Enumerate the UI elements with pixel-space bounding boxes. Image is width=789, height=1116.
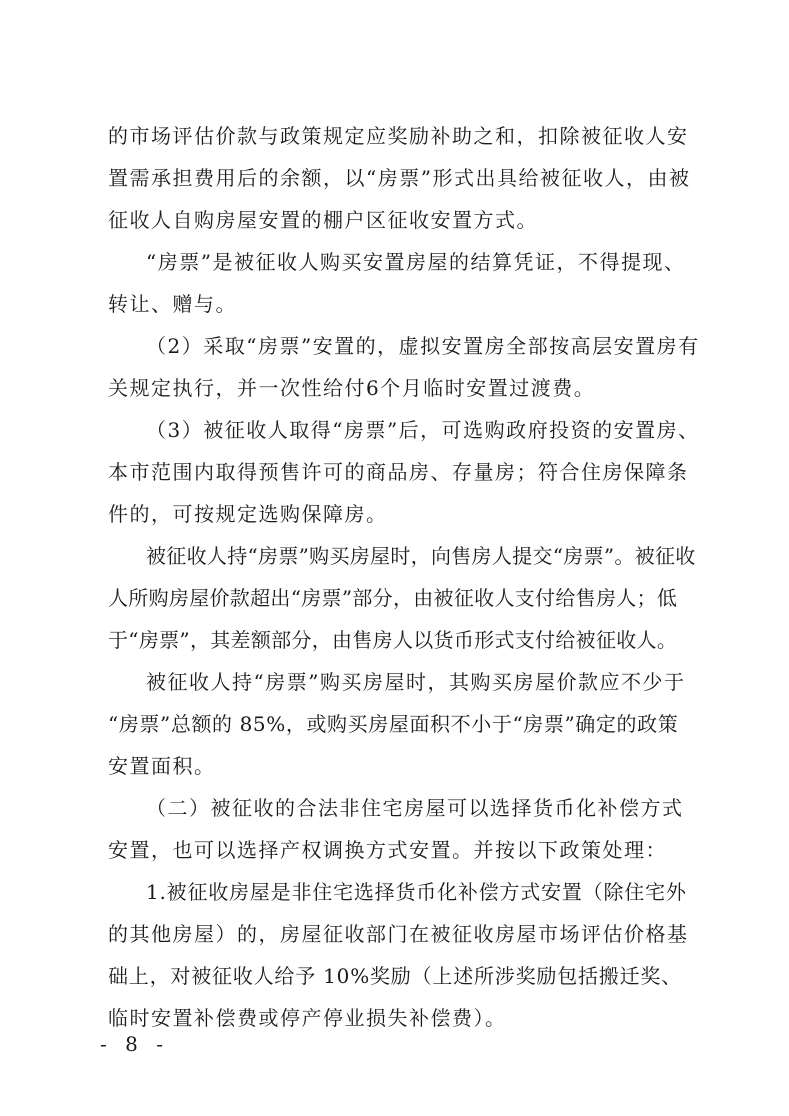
- paragraph-start: （二）被征收的合法非住宅房屋可以选择货币化补偿方式: [146, 796, 684, 820]
- paragraph-start: （2）采取“房票”安置的，虚拟安置房全部按高层安置房有: [146, 334, 700, 358]
- paragraph-start: 被征收人持“房票”购买房屋时，其购买房屋价款应不少于: [146, 670, 686, 694]
- text-line: 置需承担费用后的余额，以“房票”形式出具给被征收人，由被: [108, 166, 691, 190]
- text-line: 临时安置补偿费或停产停业损失补偿费）。: [108, 1006, 507, 1030]
- text-line: 人所购房屋价款超出“房票”部分，由被征收人支付给售房人；低: [108, 586, 678, 610]
- text-line: 关规定执行，并一次性给付6个月临时安置过渡费。: [108, 376, 596, 400]
- text-line: 件的，可按规定选购保障房。: [108, 502, 388, 526]
- paragraph-start: “房票”是被征收人购买安置房屋的结算凭证，不得提现、: [146, 250, 686, 274]
- text-line: 安置，也可以选择产权调换方式安置。并按以下政策处理：: [108, 838, 667, 862]
- text-line: 的其他房屋）的，房屋征收部门在被征收房屋市场评估价格基: [108, 922, 689, 946]
- text-line: 的市场评估价款与政策规定应奖励补助之和，扣除被征收人安: [108, 124, 689, 148]
- text-line: 本市范围内取得预售许可的商品房、存量房；符合住房保障条: [108, 460, 689, 484]
- text-line: “房票”总额的 85%，或购买房屋面积不小于“房票”确定的政策: [108, 712, 679, 736]
- text-line: 安置面积。: [108, 754, 216, 778]
- paragraph-start: 被征收人持“房票”购买房屋时，向售房人提交“房票”。被征收: [146, 544, 696, 568]
- text-line: 础上，对被征收人给予 10%奖励（上述所涉奖励包括搬迁奖、: [108, 964, 683, 988]
- text-line: 于“房票”，其差额部分，由售房人以货币形式支付给被征收人。: [108, 628, 678, 652]
- paragraph-start: 1.被征收房屋是非住宅选择货币化补偿方式安置（除住宅外: [146, 880, 687, 904]
- paragraph-start: （3）被征收人取得“房票”后，可选购政府投资的安置房、: [146, 418, 700, 442]
- text-line: 征收人自购房屋安置的棚户区征收安置方式。: [108, 208, 538, 232]
- page-number: - 8 -: [100, 1032, 169, 1056]
- text-line: 转让、赠与。: [108, 292, 237, 316]
